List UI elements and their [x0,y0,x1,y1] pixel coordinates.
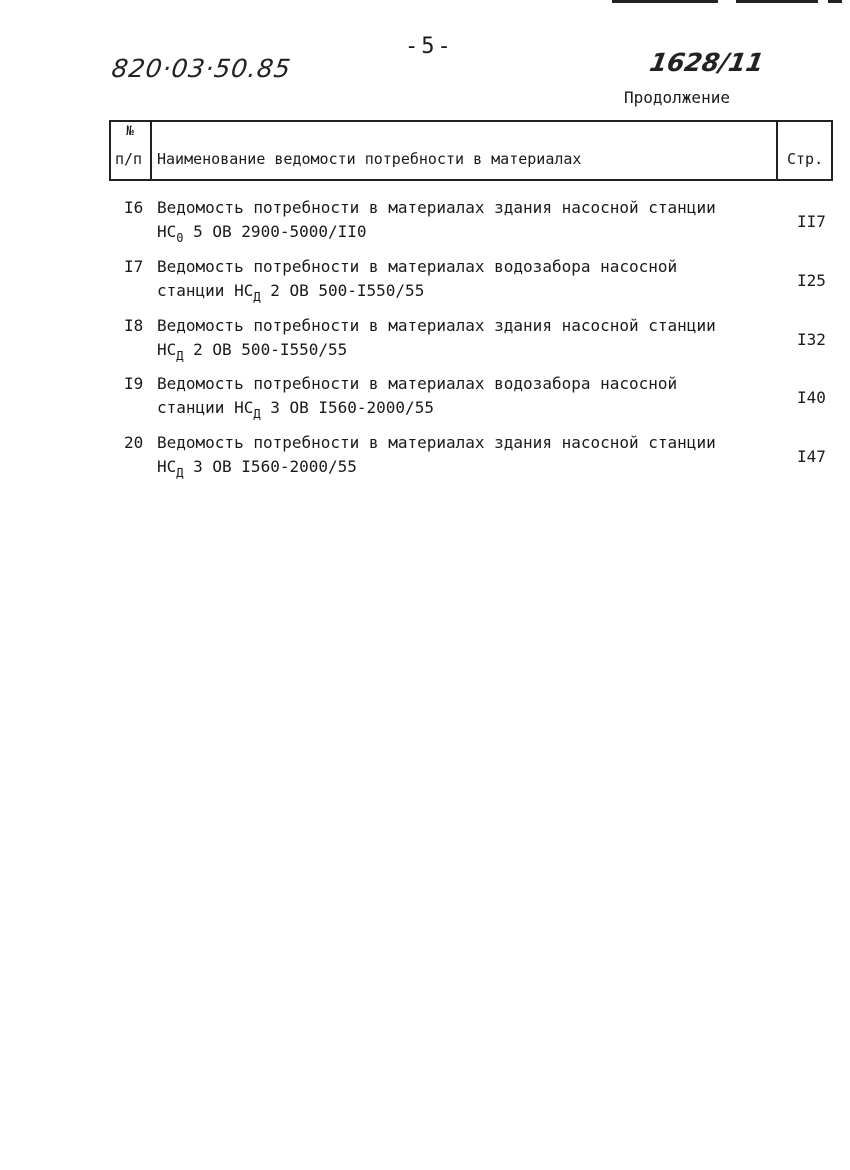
table-header [109,120,833,181]
entry-title: Ведомость потребности в материалах здания насосной станции [157,198,716,217]
entry-title-line2: станции $НС_Д$ 2 ОВ 500-I550/55 [157,281,425,304]
entry-page: II7 [797,212,826,231]
top-edge-mark [612,0,718,3]
column-divider [776,122,778,179]
number-column-label-line2: п/п [115,150,143,168]
entry-title-line2: станции $НС_Д$ 3 ОВ I560-2000/55 [157,398,434,421]
top-edge-mark [828,0,842,3]
page-number: -5- [405,34,454,59]
entry-title: Ведомость потребности в материалах здания насосной станции [157,433,716,452]
entry-number: I7 [124,257,144,276]
entry-number: I9 [124,374,144,393]
entry-number: I8 [124,316,144,335]
document-code: 820·03·50.85 [109,54,294,83]
entry-title: Ведомость потребности в материалах водозабора насосной [157,374,678,393]
entry-title-line2: $НС_Д$ 2 ОВ 500-I550/55 [157,340,348,363]
sheet-number: 1628/11 [647,48,767,77]
entry-title: Ведомость потребности в материалах здания насосной станции [157,316,716,335]
name-column-label: Наименование ведомости потребности в материалах [157,150,582,168]
column-divider [150,122,152,179]
entry-title: Ведомость потребности в материалах водозабора насосной [157,257,678,276]
entry-page: I32 [797,330,826,349]
entry-title-line2: $НС_Д$ 3 ОВ I560-2000/55 [157,457,357,480]
continuation-label: Продолжение [624,88,730,107]
entry-number: 20 [124,433,144,452]
entry-page: I40 [797,388,826,407]
page-column-label: Стр. [787,150,824,168]
entry-title-line2: $НС_0$ 5 ОВ 2900-5000/II0 [157,222,367,245]
entry-page: I25 [797,271,826,290]
entry-page: I47 [797,447,826,466]
top-edge-mark [736,0,818,3]
number-column-label: № [126,124,134,139]
entry-number: I6 [124,198,144,217]
